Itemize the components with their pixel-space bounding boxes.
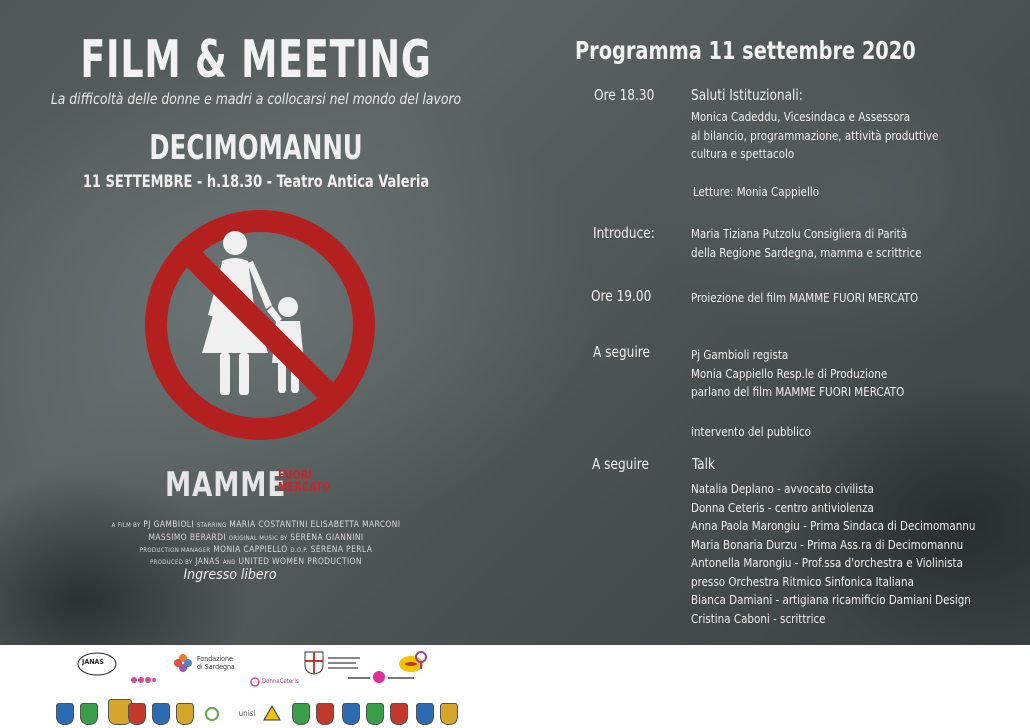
program-line: Monia Cappiello Resp.le di Produzione: [691, 365, 888, 381]
program-lines: [691, 225, 922, 262]
program-time-label: A seguire: [592, 455, 649, 473]
film-logo-sub-line1: FUORI: [278, 468, 312, 482]
municipal-crest-icon: [440, 703, 458, 725]
fondazione-sardegna-logo: [173, 651, 243, 675]
film-logo-sub-line2: MERCATO: [278, 480, 331, 494]
credit-role: D.O.P.: [290, 547, 308, 554]
program-line: Maria Tiziana Putzolu Consigliera di Parità: [691, 226, 908, 241]
credit-name: SERENA GIANNINI: [290, 532, 364, 542]
program-line: Anna Paola Marongiu - Prima Sindaca di Decimomannu: [691, 518, 976, 533]
credit-role: ORIGINAL MUSIC BY: [228, 535, 288, 542]
regione-crest-icon: [304, 651, 324, 675]
municipal-crest-icon: [152, 703, 170, 725]
program-line: presso Orchestra Ritmico Sinfonica Italiana: [691, 573, 914, 589]
municipal-crest-icon: [416, 703, 434, 725]
event-city: DECIMOMANNU: [149, 128, 363, 168]
no-mother-child-sign-icon: [140, 205, 380, 445]
program-line: Proiezione del film MAMME FUORI MERCATO: [691, 290, 919, 305]
free-entry-note: Ingresso libero: [183, 567, 277, 583]
warning-triangle-icon: [263, 704, 281, 722]
credit-role: PRODUCTION MANAGER: [139, 547, 211, 554]
program-line: Maria Bonaria Durzu - Prima Ass.ra di Decimomannu: [691, 536, 964, 552]
program-line: Donna Ceteris - centro antiviolenza: [691, 499, 874, 515]
donna-ceteris-text: DonnaCeteris: [262, 678, 299, 685]
program-line: della Regione Sardegna, mamma e scrittrice: [691, 244, 922, 260]
dots-logo-icon: [130, 674, 156, 686]
small-logo-dots: [130, 673, 156, 687]
municipal-crest-icon: [316, 703, 334, 725]
credit-name: UNITED WOMEN PRODUCTION: [238, 556, 362, 566]
credit-name: SERENA PERLA: [310, 544, 373, 554]
municipal-crest-icon: [390, 703, 408, 725]
program-line: Letture: Monia Cappiello: [693, 184, 820, 199]
credit-name: MONIA CAPPIELLO: [213, 544, 288, 554]
film-logo-sub: [278, 469, 330, 493]
program-time-label: Introduce:: [593, 224, 655, 242]
pink-circle-icon: [372, 670, 386, 684]
municipal-crest-icon: [128, 703, 146, 725]
janas-logo: [72, 651, 122, 677]
credit-role: A FILM BY: [111, 522, 141, 529]
donna-ceteris-logo: [250, 675, 310, 689]
event-subtitle: La difficoltà delle donne e madri a collocarsi nel mondo del lavoro: [50, 90, 462, 108]
municipal-crest-icon: [56, 703, 74, 725]
credit-name: JANAS: [195, 556, 221, 566]
program-line: Antonella Marongiu - Prof.ssa d'orchestra e Violinista: [691, 555, 963, 570]
program-time-label: A seguire: [593, 343, 650, 361]
program-heading: Talk: [692, 455, 716, 473]
municipal-crest-icon: [342, 703, 360, 725]
program-line: Bianca Damiani - artigiana ricamificio Damiani Design: [691, 592, 971, 607]
municipal-crest-icon: [366, 703, 384, 725]
event-title: FILM & MEETING: [80, 30, 432, 90]
film-logo: [165, 465, 365, 505]
program-time-label: Ore 18.30: [594, 86, 655, 104]
event-dateline: 11 SETTEMBRE - h.18.30 - Teatro Antica Valeria: [82, 172, 430, 192]
program-heading: Saluti Istituzionali:: [691, 86, 803, 104]
program-line: Pj Gambioli regista: [691, 347, 789, 362]
program-lines: [691, 480, 975, 628]
municipal-crest-icon: [176, 703, 194, 725]
credit-name: MARIA COSTANTINI ELISABETTA MARCONI: [229, 519, 401, 529]
credit-role: STARRING: [196, 522, 227, 529]
credits-line-4: [0, 556, 512, 566]
credit-role: PRODUCED BY: [150, 559, 193, 566]
credits-line-3: [0, 544, 512, 554]
credits-line-2: [0, 532, 512, 542]
janas-logo-text: JANAS: [82, 658, 104, 666]
program-line: Monica Cadeddu, Vicesindaca e Assessora: [691, 109, 911, 124]
program-time-label: Ore 19.00: [591, 287, 652, 305]
credit-name: PJ GAMBIOLI: [143, 519, 195, 529]
program-line: cultura e spettacolo: [691, 146, 795, 161]
credit-role: AND: [222, 559, 236, 566]
circle-logo-icon: [204, 706, 220, 722]
fondazione-text-line: di Sardegna: [197, 663, 235, 671]
warning-sign-logo: [262, 703, 282, 723]
program-line: Natalia Deplano - avvocato civilista: [691, 481, 874, 496]
credits-line-1: [0, 519, 512, 529]
fondazione-flower-icon: [173, 653, 193, 673]
program-line: Cristina Caboni - scrittrice: [691, 610, 826, 626]
program-line: intervento del pubblico: [691, 424, 811, 439]
credit-name: MASSIMO BERARDI: [148, 532, 226, 542]
unisi-text: unisi: [238, 709, 256, 718]
municipal-crest-icon: [80, 703, 98, 725]
program-line: parlano del film MAMME FUORI MERCATO: [691, 384, 905, 399]
program-line: al bilancio, programmazione, attività produttive: [691, 127, 939, 143]
fondazione-text-line: Fondazione: [197, 655, 233, 663]
circle-logo: [198, 705, 226, 723]
municipal-crest-icon: [292, 703, 310, 725]
sponsor-strip: [0, 645, 1030, 728]
cooperative-logo: [348, 669, 428, 685]
program-title: Programma 11 settembre 2020: [575, 36, 916, 65]
unisi-logo: [230, 705, 264, 723]
donna-ceteris-icon: [250, 677, 260, 687]
program-lines: [691, 108, 938, 164]
fondazione-text: [197, 655, 235, 671]
program-lines: [691, 346, 904, 402]
film-logo-main: MAMME: [165, 465, 287, 505]
